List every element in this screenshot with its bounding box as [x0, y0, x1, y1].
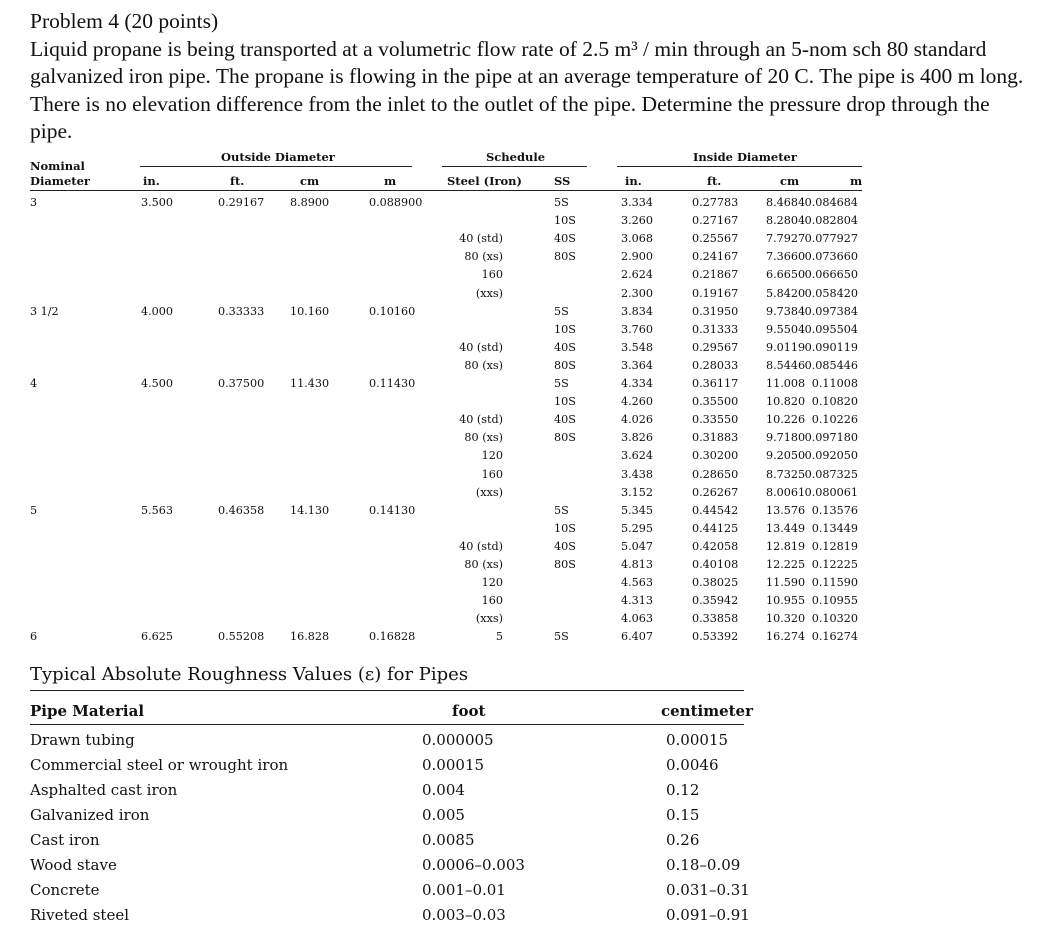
pipe-cell-id-in: 4.260	[621, 395, 654, 409]
pipe-cell-ss: 5S	[554, 503, 569, 517]
pipe-cell-id-m: 0.092050	[804, 449, 858, 463]
pipe-cell-id-m: 0.11008	[811, 377, 858, 390]
pipe-cell-nominal: 3	[30, 196, 38, 209]
pipe-cell-od-in: 5.563	[141, 503, 174, 517]
pipe-cell-id-ft: 0.21867	[692, 268, 739, 282]
group-header-inside-diameter: Inside Diameter	[693, 150, 797, 164]
pipe-cell-id-ft: 0.19167	[692, 286, 739, 300]
roughness-material: Cast iron	[30, 831, 100, 849]
group-rule-outside	[140, 166, 412, 167]
pipe-cell-id-ft: 0.40108	[692, 558, 739, 571]
pipe-cell-ss: 5S	[554, 196, 569, 209]
pipe-cell-id-cm: 10.320	[766, 612, 806, 626]
pipe-cell-id-in: 3.152	[621, 485, 654, 499]
column-header: ft.	[707, 174, 722, 188]
roughness-centimeter: 0.091–0.91	[666, 906, 750, 924]
pipe-cell-od-in: 6.625	[141, 630, 174, 644]
pipe-cell-ss: 80S	[554, 558, 576, 571]
pipe-cell-id-in: 6.407	[621, 630, 654, 644]
pipe-cell-id-cm: 9.2050	[766, 449, 806, 463]
pipe-cell-id-cm: 10.955	[766, 594, 806, 608]
pipe-cell-steel-iron: (xxs)	[475, 485, 503, 499]
problem-title: Problem 4 (20 points)	[30, 9, 219, 33]
pipe-cell-id-cm: 8.5446	[766, 358, 806, 372]
roughness-foot: 0.003–0.03	[422, 906, 506, 924]
pipe-cell-steel-iron: 40 (std)	[459, 232, 503, 246]
pipe-cell-id-ft: 0.28033	[692, 358, 739, 372]
pipe-cell-id-cm: 8.4684	[766, 196, 806, 209]
pipe-cell-id-in: 3.624	[621, 449, 654, 463]
pipe-cell-id-ft: 0.30200	[692, 449, 739, 463]
pipe-cell-ss: 5S	[554, 630, 569, 644]
pipe-cell-id-m: 0.087325	[804, 467, 858, 481]
pipe-cell-id-in: 4.334	[621, 377, 654, 390]
pipe-cell-id-in: 5.295	[621, 521, 654, 535]
pipe-cell-od-in: 4.000	[141, 304, 174, 318]
pipe-cell-od-cm: 14.130	[290, 503, 330, 517]
pipe-cell-id-m: 0.16274	[811, 630, 858, 644]
pipe-cell-id-cm: 9.5504	[766, 322, 806, 336]
pipe-cell-od-cm: 16.828	[290, 630, 330, 644]
pipe-cell-id-m: 0.077927	[804, 232, 858, 246]
pipe-cell-id-m: 0.084684	[804, 196, 858, 209]
pipe-cell-ss: 10S	[554, 395, 576, 409]
pipe-cell-ss: 5S	[554, 304, 569, 318]
pipe-cell-steel-iron: 80 (xs)	[464, 250, 503, 264]
group-header-outside-diameter: Outside Diameter	[221, 150, 335, 164]
pipe-cell-id-m: 0.10955	[811, 594, 858, 608]
roughness-top-rule	[30, 690, 744, 691]
pipe-cell-od-ft: 0.46358	[218, 503, 265, 517]
pipe-cell-id-m: 0.082804	[804, 214, 858, 228]
pipe-cell-id-m: 0.058420	[804, 286, 858, 300]
pipe-cell-id-in: 2.900	[621, 250, 654, 264]
pipe-cell-id-cm: 16.274	[766, 630, 806, 644]
pipe-cell-ss: 80S	[554, 250, 576, 264]
roughness-foot: 0.004	[422, 781, 465, 799]
header-rule	[30, 190, 862, 191]
roughness-material: Asphalted cast iron	[30, 781, 178, 799]
column-header: m	[384, 174, 397, 188]
roughness-header-rule	[30, 724, 744, 725]
roughness-centimeter: 0.00015	[666, 731, 729, 749]
pipe-cell-od-cm: 10.160	[290, 304, 330, 318]
pipe-cell-id-cm: 9.0119	[766, 340, 806, 354]
roughness-centimeter: 0.26	[666, 831, 700, 849]
pipe-cell-id-cm: 10.820	[766, 395, 806, 409]
pipe-cell-steel-iron: 40 (std)	[459, 539, 503, 553]
pipe-cell-od-in: 4.500	[141, 377, 174, 390]
pipe-cell-steel-iron: 80 (xs)	[464, 358, 503, 372]
pipe-cell-nominal: 3 1/2	[30, 304, 59, 318]
roughness-material: Commercial steel or wrought iron	[30, 756, 289, 774]
pipe-cell-id-m: 0.085446	[804, 358, 858, 372]
pipe-cell-nominal: 5	[30, 503, 38, 517]
pipe-cell-id-in: 3.260	[621, 214, 654, 228]
pipe-cell-id-in: 4.026	[621, 413, 654, 427]
pipe-cell-id-m: 0.13576	[811, 503, 858, 517]
roughness-title: Typical Absolute Roughness Values (ε) for Pipes	[30, 664, 469, 685]
pipe-cell-id-cm: 12.225	[766, 558, 806, 571]
roughness-foot: 0.00015	[422, 756, 485, 774]
column-header: in.	[143, 174, 160, 188]
roughness-centimeter: 0.15	[666, 806, 700, 824]
roughness-material: Drawn tubing	[30, 731, 135, 749]
pipe-cell-id-ft: 0.35500	[692, 395, 739, 409]
pipe-cell-id-cm: 9.7384	[766, 304, 806, 318]
pipe-cell-id-cm: 7.7927	[766, 232, 806, 246]
pipe-cell-id-m: 0.073660	[804, 250, 858, 264]
problem-text: Liquid propane is being transported at a volumetric flow rate of 2.5 m³ / min through an 5-nom sch 80 standard galvanized iron pipe. The propane is flowing in the pipe at an average temperature of 20 C. The pipe is 400 m long. There is no elevation difference from the inlet to the outlet of the pipe. Determine the pressure drop through the pipe.	[30, 36, 1024, 144]
pipe-cell-steel-iron: 120	[481, 449, 503, 463]
pipe-cell-id-ft: 0.27167	[692, 214, 739, 228]
pipe-cell-ss: 40S	[554, 232, 576, 246]
roughness-foot: 0.000005	[422, 731, 494, 749]
pipe-cell-id-m: 0.095504	[804, 322, 858, 336]
pipe-cell-id-cm: 6.6650	[766, 268, 806, 282]
pipe-cell-id-ft: 0.31333	[692, 322, 739, 336]
pipe-cell-od-m: 0.088900	[369, 196, 423, 209]
pipe-cell-od-m: 0.16828	[369, 630, 416, 644]
pipe-cell-id-ft: 0.42058	[692, 539, 739, 553]
column-header: m	[850, 174, 863, 188]
column-header: ft.	[230, 174, 245, 188]
pipe-cell-id-cm: 8.2804	[766, 214, 806, 228]
pipe-cell-od-ft: 0.37500	[218, 377, 265, 390]
pipe-cell-od-m: 0.11430	[369, 377, 416, 390]
pipe-cell-od-m: 0.14130	[369, 503, 416, 517]
pipe-cell-ss: 80S	[554, 358, 576, 372]
pipe-cell-steel-iron: 80 (xs)	[464, 558, 503, 571]
pipe-cell-steel-iron: 160	[481, 467, 503, 481]
group-header-schedule: Schedule	[486, 150, 546, 164]
pipe-cell-id-m: 0.10820	[811, 395, 858, 409]
pipe-cell-ss: 40S	[554, 340, 576, 354]
pipe-cell-id-ft: 0.24167	[692, 250, 739, 264]
pipe-cell-steel-iron: 80 (xs)	[464, 431, 503, 445]
pipe-cell-id-ft: 0.33550	[692, 413, 739, 427]
column-header: SS	[554, 174, 571, 188]
pipe-cell-steel-iron: (xxs)	[475, 286, 503, 300]
pipe-cell-id-cm: 8.7325	[766, 467, 806, 481]
pipe-cell-id-in: 3.068	[621, 232, 654, 246]
pipe-cell-id-ft: 0.38025	[692, 576, 739, 590]
pipe-cell-id-m: 0.10226	[811, 413, 858, 427]
roughness-material: Wood stave	[30, 856, 117, 874]
pipe-cell-id-ft: 0.53392	[692, 630, 739, 644]
pipe-cell-id-m: 0.11590	[811, 576, 858, 590]
pipe-cell-id-ft: 0.31950	[692, 304, 739, 318]
pipe-cell-id-in: 3.438	[621, 467, 654, 481]
pipe-cell-ss: 10S	[554, 322, 576, 336]
pipe-cell-id-in: 3.760	[621, 322, 654, 336]
roughness-material: Riveted steel	[30, 906, 129, 924]
pipe-cell-id-ft: 0.44542	[692, 503, 739, 517]
pipe-cell-od-ft: 0.55208	[218, 630, 265, 644]
column-header: cm	[300, 174, 320, 188]
nominal-header-line2: Diameter	[30, 174, 90, 188]
pipe-cell-steel-iron: 120	[481, 576, 503, 590]
pipe-cell-id-m: 0.12225	[811, 558, 858, 571]
pipe-cell-id-in: 3.334	[621, 196, 654, 209]
pipe-cell-ss: 10S	[554, 214, 576, 228]
pipe-cell-od-in: 3.500	[141, 196, 174, 209]
pipe-cell-id-ft: 0.35942	[692, 594, 739, 608]
pipe-cell-id-ft: 0.33858	[692, 612, 739, 626]
pipe-cell-nominal: 6	[30, 630, 38, 644]
roughness-foot: 0.005	[422, 806, 465, 824]
pipe-cell-steel-iron: 5	[495, 630, 503, 644]
pipe-cell-id-cm: 13.449	[766, 521, 806, 535]
roughness-centimeter: 0.0046	[666, 756, 719, 774]
pipe-cell-id-ft: 0.26267	[692, 485, 739, 499]
pipe-cell-id-cm: 11.008	[766, 377, 806, 390]
pipe-cell-od-ft: 0.33333	[218, 304, 265, 318]
pipe-cell-id-cm: 13.576	[766, 503, 806, 517]
pipe-cell-id-m: 0.097180	[804, 431, 858, 445]
pipe-cell-id-cm: 8.0061	[766, 485, 806, 499]
pipe-cell-id-in: 5.047	[621, 539, 654, 553]
roughness-header-centimeter: centimeter	[661, 702, 753, 720]
roughness-centimeter: 0.18–0.09	[666, 856, 741, 874]
pipe-cell-id-m: 0.066650	[804, 268, 858, 282]
pipe-cell-id-cm: 9.7180	[766, 431, 806, 445]
pipe-cell-od-cm: 8.8900	[290, 196, 330, 209]
pipe-cell-ss: 40S	[554, 413, 576, 427]
pipe-cell-id-in: 3.364	[621, 358, 654, 372]
pipe-cell-id-m: 0.097384	[804, 304, 858, 318]
pipe-cell-id-cm: 5.8420	[766, 286, 806, 300]
roughness-centimeter: 0.12	[666, 781, 700, 799]
pipe-cell-id-ft: 0.31883	[692, 431, 739, 445]
pipe-cell-id-in: 4.313	[621, 594, 654, 608]
pipe-cell-id-m: 0.080061	[804, 485, 858, 499]
pipe-cell-id-ft: 0.36117	[692, 377, 739, 390]
pipe-cell-id-in: 5.345	[621, 503, 654, 517]
pipe-cell-id-in: 4.063	[621, 612, 654, 626]
pipe-cell-id-cm: 10.226	[766, 413, 806, 427]
pipe-cell-steel-iron: 160	[481, 268, 503, 282]
pipe-cell-id-ft: 0.27783	[692, 196, 739, 209]
roughness-material: Concrete	[30, 881, 100, 899]
group-rule-schedule	[442, 166, 587, 167]
pipe-cell-id-cm: 7.3660	[766, 250, 806, 264]
pipe-cell-id-in: 3.834	[621, 304, 654, 318]
pipe-cell-id-in: 3.826	[621, 431, 654, 445]
pipe-cell-id-cm: 11.590	[766, 576, 806, 590]
pipe-cell-id-in: 2.300	[621, 286, 654, 300]
pipe-cell-od-cm: 11.430	[290, 377, 330, 390]
roughness-foot: 0.0006–0.003	[422, 856, 525, 874]
group-rule-inside	[617, 166, 862, 167]
pipe-cell-nominal: 4	[30, 377, 38, 390]
pipe-cell-steel-iron: (xxs)	[475, 612, 503, 626]
pipe-cell-id-ft: 0.44125	[692, 521, 739, 535]
roughness-foot: 0.001–0.01	[422, 881, 506, 899]
pipe-cell-id-m: 0.10320	[811, 612, 858, 626]
pipe-cell-id-in: 3.548	[621, 340, 654, 354]
pipe-cell-id-m: 0.090119	[804, 340, 858, 354]
column-header: in.	[625, 174, 642, 188]
pipe-cell-id-in: 4.813	[621, 558, 654, 571]
pipe-cell-id-in: 4.563	[621, 576, 654, 590]
pipe-cell-id-ft: 0.25567	[692, 232, 739, 246]
roughness-material: Galvanized iron	[30, 806, 150, 824]
roughness-foot: 0.0085	[422, 831, 475, 849]
nominal-header-line1: Nominal	[30, 159, 85, 173]
pipe-cell-id-ft: 0.29567	[692, 340, 739, 354]
roughness-header-material: Pipe Material	[30, 702, 145, 720]
pipe-cell-ss: 10S	[554, 521, 576, 535]
pipe-cell-id-ft: 0.28650	[692, 467, 739, 481]
roughness-centimeter: 0.031–0.31	[666, 881, 750, 899]
pipe-cell-ss: 80S	[554, 431, 576, 445]
pipe-cell-steel-iron: 40 (std)	[459, 340, 503, 354]
pipe-cell-id-cm: 12.819	[766, 539, 806, 553]
pipe-cell-ss: 5S	[554, 377, 569, 390]
column-header: cm	[780, 174, 800, 188]
pipe-cell-od-m: 0.10160	[369, 304, 416, 318]
pipe-cell-id-m: 0.13449	[811, 521, 858, 535]
pipe-cell-od-ft: 0.29167	[218, 196, 265, 209]
pipe-cell-id-in: 2.624	[621, 268, 654, 282]
column-header: Steel (Iron)	[447, 174, 522, 188]
pipe-cell-steel-iron: 160	[481, 594, 503, 608]
roughness-header-foot: foot	[452, 702, 486, 720]
pipe-cell-id-m: 0.12819	[811, 539, 858, 553]
pipe-cell-ss: 40S	[554, 539, 576, 553]
pipe-cell-steel-iron: 40 (std)	[459, 413, 503, 427]
